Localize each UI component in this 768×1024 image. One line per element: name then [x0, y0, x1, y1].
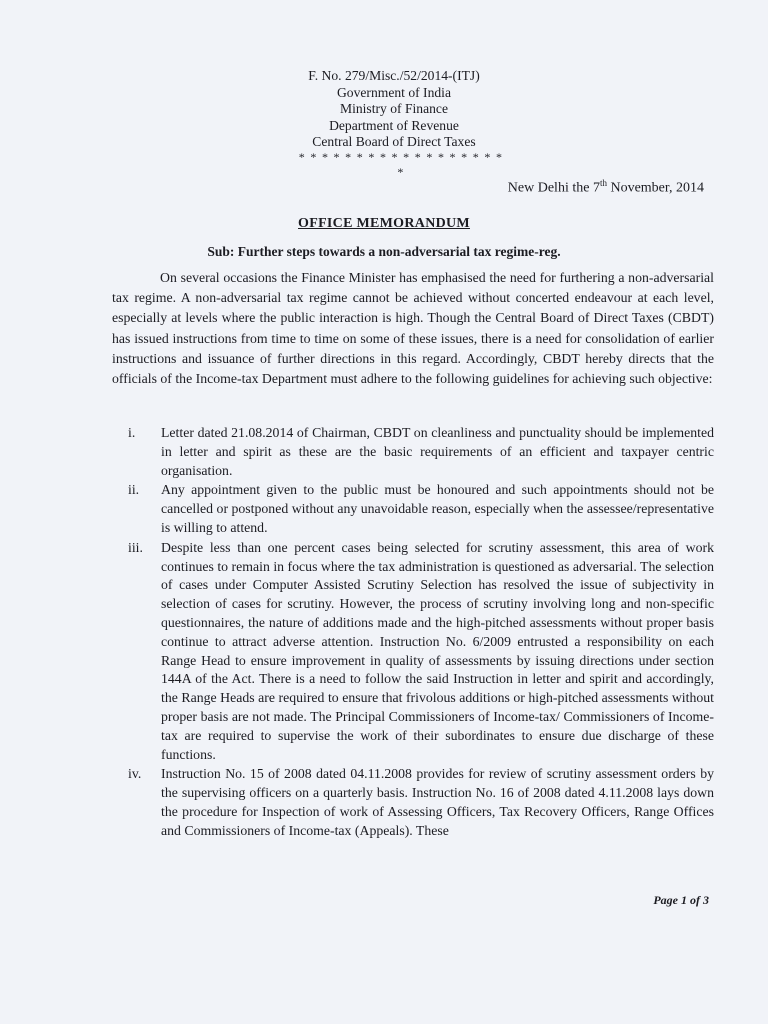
letterhead: [0, 68, 768, 151]
item-text: Instruction No. 15 of 2008 dated 04.11.2008 provides for review of scrutiny assessment orders by the supervising officers on a quarterly basis. Instruction No. 16 of 2008 dated 4.11.2008 lays down the procedure for Inspection of work of Assessing Officers, Tax Recovery Officers, Range Offices and Commissioners of Income-tax (Appeals). These: [161, 766, 714, 838]
item-text: Despite less than one percent cases being selected for scrutiny assessment, this area of work continues to remain in focus where the tax administration is questioned as adversarial. The selection of cases under Computer Assisted Scrutiny Selection has resolved the issue of subjectivity in selection of cases for scrutiny. However, the process of scrutiny involving long and non-specific questionnaires, the nature of additions made and the high-pitched assessments without proper basis continue to attract adverse attention. Instruction No. 6/2009 entrusted a responsibility on each Range Head to ensure improvement in quality of assessments by issuing directions under section 144A of the Act. There is a need to follow the said Instruction in letter and spirit and accordingly, the Range Heads are required to ensure that frivolous additions or high-pitched assessments without proper basis are not made. The Principal Commissioners of Income-tax/ Commissioners of Income-tax are required to supervise the work of their subordinates to ensure due discharge of these functions.: [161, 539, 714, 762]
file-number: F. No. 279/Misc./52/2014-(ITJ): [308, 68, 480, 83]
date-prefix: New Delhi the 7: [507, 180, 600, 196]
board-line: Central Board of Direct Taxes: [312, 134, 476, 149]
guideline-item: [112, 481, 714, 537]
item-text: Any appointment given to the public must be honoured and such appointments should not be cancelled or postponed without any unavoidable reason, especially when the assessee/representative is willing to attend.: [161, 482, 714, 535]
guideline-item: [112, 424, 714, 480]
subject-line: Sub: Further steps towards a non-adversarial tax regime-reg.: [207, 244, 561, 259]
item-text: Letter dated 21.08.2014 of Chairman, CBDT on cleanliness and punctuality should be implemented in letter and spirit as these are the basic requirements of an efficient and taxpayer centric organisation.: [161, 425, 714, 478]
date-ordinal: th: [599, 178, 607, 188]
item-number: iv.: [128, 766, 142, 782]
guideline-list: [112, 424, 714, 842]
item-number: iii.: [128, 539, 143, 555]
department-line: Department of Revenue: [329, 117, 459, 133]
item-number: i.: [128, 425, 136, 440]
date-suffix: November, 2014: [606, 180, 704, 196]
guideline-item: [112, 765, 714, 840]
document-date: [508, 178, 704, 197]
memo-title: OFFICE MEMORANDUM: [298, 216, 470, 231]
government-line: Government of India: [336, 84, 451, 100]
separator-stars: * * * * * * * * * * * * * * * * * * *: [298, 150, 504, 179]
ministry-line: Ministry of Finance: [340, 101, 448, 116]
guideline-item: [112, 539, 714, 765]
page-number: Page 1 of 3: [653, 893, 709, 907]
item-number: ii.: [128, 482, 140, 498]
intro-paragraph: On several occasions the Finance Minister has emphasised the need for furthering a non-adversarial tax regime. A non-adversarial tax regime cannot be achieved without concerted endeavour at each level, especially at levels where the public interaction is high. Though the Central Board of Direct Taxes (CBDT) has issued instructions from time to time on some of these issues, there is a need for consolidation of earlier instructions and issuance of further directions in this regard. Accordingly, CBDT hereby directs that the officials of the Income-tax Department must adhere to the following guidelines for achieving such objective:: [112, 270, 714, 387]
